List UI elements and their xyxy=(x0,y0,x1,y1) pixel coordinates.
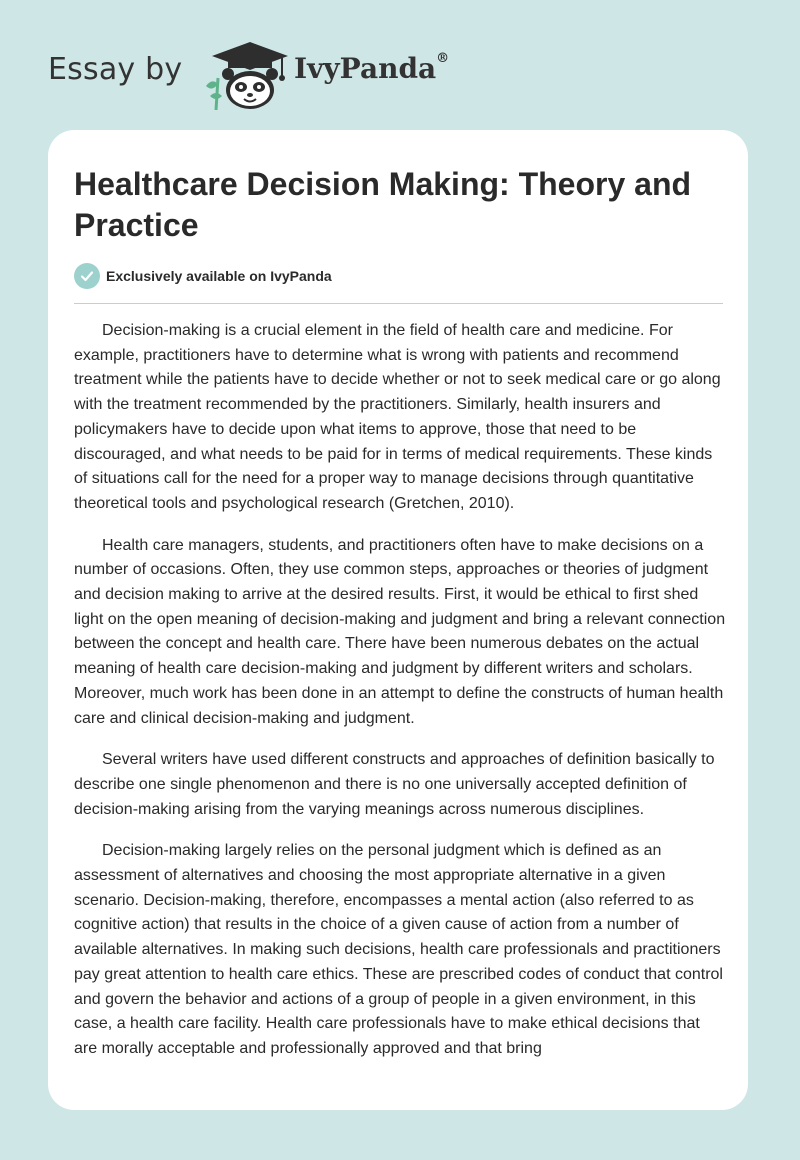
brand-name[interactable]: IvyPanda® xyxy=(294,50,450,85)
paragraph: Health care managers, students, and practitioners often have to make decisions on a number of occasions. Often, they use common steps, approaches or theories of judgment and decision making to arrive at the desired results. First, it would be ethical to first shed light on the open meaning of decision-making and judgment and bring a relevant connection between the concept and health care. There have been numerous debates on the actual meaning of health care decision-making and judgment by different writers and scholars. Moreover, much work has been done in an attempt to define the constructs of human health care and clinical decision-making and judgment. xyxy=(74,536,726,727)
article-card xyxy=(48,130,748,1110)
paragraph: Decision-making is a crucial element in the field of health care and medicine. For example, practitioners have to determine what is wrong with patients and recommend treatment while the patients have to decide whether or not to seek medical care or go along with the treatment recommended by the practitioners. Similarly, health insurers and policymakers have to decide upon what items to approve, those that need to be discouraged, and what needs to be paid for in terms of medical requirements. These kinds of situations call for the need for a proper way to manage decisions through quantitative theoretical tools and psychological research (Gretchen, 2010). xyxy=(74,322,721,512)
site-header xyxy=(48,38,548,110)
panda-graduate-icon[interactable] xyxy=(198,38,294,110)
article-body xyxy=(74,319,726,1099)
essay-by-label: Essay by xyxy=(48,52,183,87)
paragraph: Decision-making largely relies on the personal judgment which is defined as an assessment of alternatives and choosing the most appropriate alternative in a given scenario. Decision-making, therefore, encompasses a mental action (also referred to as cognitive action) that results in the choice of a given cause of action from a number of available alternatives. In making such decisions, health care professionals and practitioners pay great attention to health care ethics. These are prescribed codes of conduct that control and govern the behavior and actions of a group of people in a given environment, in this case, a health care facility. Health care professionals have to make ethical decisions that are morally acceptable and professionally approved and that bring xyxy=(74,842,723,1057)
paragraph: Several writers have used different constructs and approaches of definition basically to describe one single phenomenon and there is no one universally accepted definition of decision-making arising from the varying meanings across numerous disciplines. xyxy=(74,751,715,818)
check-icon xyxy=(74,263,100,289)
divider xyxy=(74,303,723,304)
exclusive-text: Exclusively available on IvyPanda xyxy=(106,268,332,284)
page-title: Healthcare Decision Making: Theory and Practice xyxy=(74,166,692,243)
exclusive-badge xyxy=(74,263,332,289)
